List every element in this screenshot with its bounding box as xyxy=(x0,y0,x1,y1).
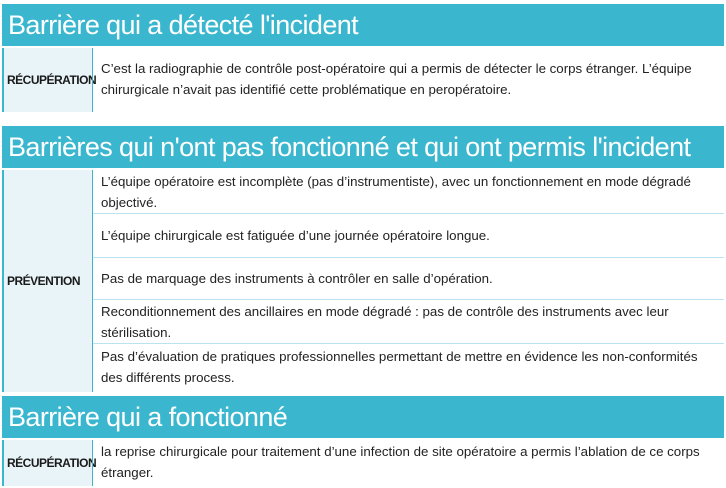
section-worked xyxy=(2,396,724,486)
section-title: Barrières qui n'ont pas fonctionné et qui ont permis l'incident xyxy=(2,126,724,168)
list-item: Reconditionnement des ancillaires en mode dégradé : pas de contrôle des instruments avec leur stérilisation. xyxy=(93,300,724,344)
list-item: C’est la radiographie de contrôle post-opératoire qui a permis de détecter le corps étranger. L’équipe chirurgicale n’avait pas identifié cette problématique en peropératoire. xyxy=(101,61,692,97)
section-body xyxy=(2,438,724,486)
category-label: RÉCUPÉRATION xyxy=(2,440,92,486)
list-item: Pas de marquage des instruments à contrôler en salle d’opération. xyxy=(93,258,724,300)
items-cell xyxy=(92,170,724,392)
category-label: PRÉVENTION xyxy=(2,170,92,392)
section-body xyxy=(2,168,724,392)
list-item: L’équipe opératoire est incomplète (pas d’instrumentiste), avec un fonctionnement en mode dégradé objectivé. xyxy=(93,170,724,214)
list-item: Pas d’évaluation de pratiques professionnelles permettant de mettre en évidence les non-conformités des différents process. xyxy=(101,349,698,385)
items-cell xyxy=(92,48,724,112)
section-title: Barrière qui a fonctionné xyxy=(2,396,724,438)
section-body xyxy=(2,46,724,112)
section-title: Barrière qui a détecté l'incident xyxy=(2,4,724,46)
category-label: RÉCUPÉRATION xyxy=(2,48,92,112)
items-cell xyxy=(92,440,724,486)
section-failed xyxy=(2,126,724,392)
list-item: L’équipe chirurgicale est fatiguée d’une journée opératoire longue. xyxy=(93,214,724,258)
list-item: la reprise chirurgicale pour traitement d’une infection de site opératoire a permis l’ablation de ce corps étranger. xyxy=(101,444,700,480)
section-detected xyxy=(2,4,724,112)
